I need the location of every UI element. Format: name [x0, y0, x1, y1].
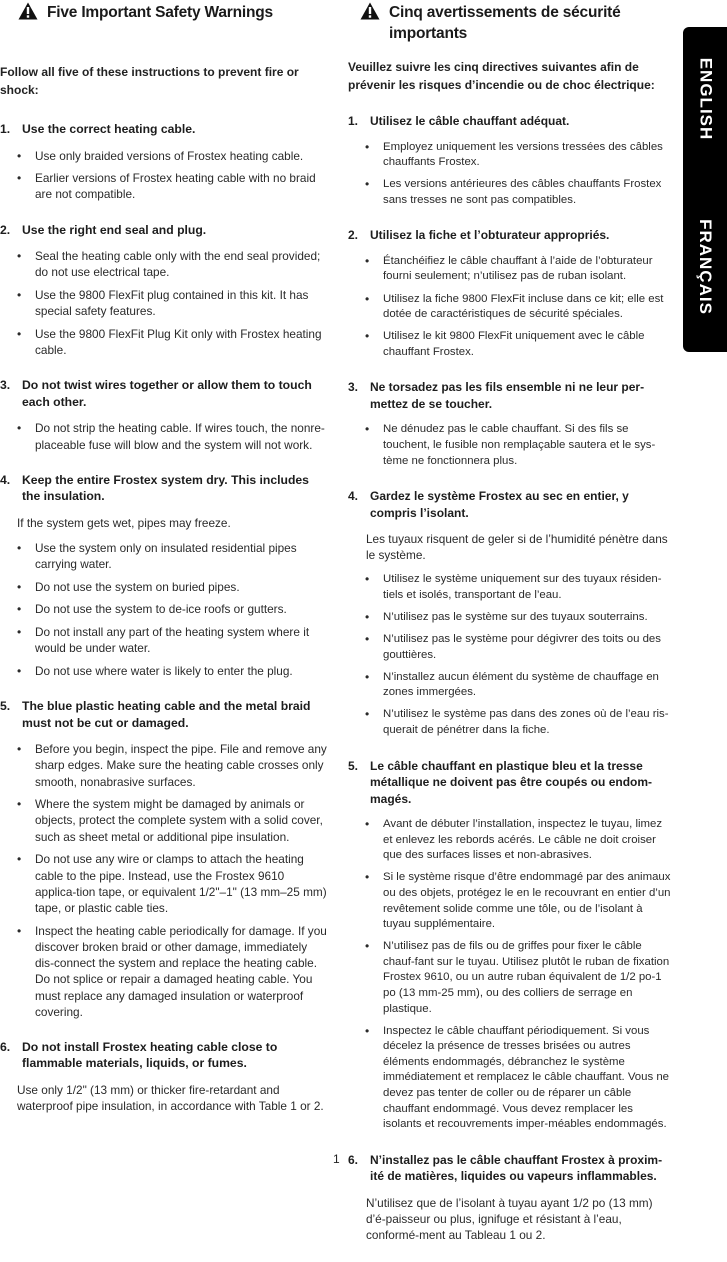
tab-english-label: ENGLISH: [696, 57, 715, 141]
section-number: 6.: [0, 1039, 11, 1054]
section-heading-text: Use the right end seal and plug.: [22, 222, 207, 237]
english-sections: [0, 121, 327, 1133]
english-title: Five Important Safety Warnings: [47, 4, 273, 21]
section-heading-text: Do not twist wires together or allow them to touch each other.: [22, 378, 312, 409]
bullet-item: • Where the system might be damaged by animals or objects, protect the complete system with a solid cover, such as sheet metal or additional pipe insulation.: [17, 796, 327, 845]
bullet-item: • Do not use the system on buried pipes.: [17, 579, 327, 595]
bullet-item: • Utilisez le kit 9800 FlexFit uniquement avec le câble chauffant Frostex.: [365, 329, 673, 360]
section-heading: [0, 222, 327, 239]
section-number: 5.: [0, 699, 11, 714]
section-heading-text: Utilisez le câble chauffant adéquat.: [370, 114, 570, 128]
bullet-item: • Do not use the system to de-ice roofs or gutters.: [17, 601, 327, 617]
bullet-item: • Use only braided versions of Frostex heating cable.: [17, 148, 327, 164]
section-heading-text: Do not install Frostex heating cable close to flammable materials, liquids, or fumes.: [22, 1039, 278, 1071]
bullet-item: • Do not use any wire or clamps to attach the heating cable to the pipe. Instead, use the Frostex 9610 applica-tion tape, or equivalent 1/2"–1" (13 mm–25 mm) tape, or plastic cable ties.: [17, 851, 327, 916]
english-title-row: [18, 2, 273, 23]
bullet-list: [365, 422, 673, 469]
english-intro: Follow all five of these instructions to prevent fire or shock:: [0, 65, 299, 97]
bullet-item: • Use the 9800 FlexFit plug contained in this kit. It has special safety features.: [17, 287, 327, 319]
warning-section: [348, 113, 673, 208]
section-heading-text: Use the correct heating cable.: [22, 122, 196, 136]
bullet-item: • Avant de débuter l’installation, inspectez le tuyau, limez et enlevez les rebords acérés. Le câble ne doit croiser que des surfaces lisses et non-abrasives.: [365, 817, 673, 864]
section-heading: [348, 758, 673, 808]
bullet-item: • Use the 9800 FlexFit Plug Kit only with Frostex heating cable.: [17, 326, 327, 358]
warning-section: [348, 758, 673, 1133]
section-heading: [348, 113, 673, 130]
bullet-list: [17, 741, 327, 1020]
warning-section: [0, 698, 327, 1020]
french-title-row: [360, 2, 639, 44]
warning-section: [0, 222, 327, 359]
bullet-item: • Before you begin, inspect the pipe. File and remove any sharp edges. Make sure the heating cable crosses only smooth, nonabrasive surfaces.: [17, 741, 327, 790]
section-heading: [348, 379, 673, 412]
warning-section: [0, 121, 327, 203]
bullet-item: • Utilisez la fiche 9800 FlexFit incluse dans ce kit; elle est dotée de caractéristiques de sécurité spéciales.: [365, 292, 673, 323]
bullet-item: • Do not use where water is likely to enter the plug.: [17, 663, 327, 679]
section-heading: [348, 488, 673, 521]
bullet-list: [17, 148, 327, 203]
section-heading: [0, 121, 327, 138]
warning-icon: [360, 2, 380, 20]
warning-icon: [18, 2, 38, 20]
bullet-item: • N’utilisez le système pas dans des zones où de l’eau ris-querait de pénétrer dans la fiche.: [365, 707, 673, 738]
section-heading-text: Keep the entire Frostex system dry. This includes the insulation.: [22, 472, 309, 504]
warning-section: [0, 1039, 327, 1114]
section-heading: [348, 227, 673, 244]
section-number: 4.: [0, 472, 11, 487]
bullet-list: [365, 572, 673, 738]
bullet-list: [17, 540, 327, 679]
section-heading-text: Gardez le système Frostex au sec en entier, y compris l’isolant.: [370, 489, 629, 520]
section-number: 1.: [348, 114, 359, 128]
section-number: 1.: [0, 122, 11, 136]
french-title: Cinq avertissements de sécurité importants: [389, 4, 621, 42]
bullet-item: • Les versions antérieures des câbles chauffants Frostex sans tresses ne sont pas compatibles.: [365, 177, 673, 208]
bullet-item: • N’utilisez pas le système pour dégivrer des toits ou des gouttières.: [365, 632, 673, 663]
section-number: 2.: [348, 228, 359, 243]
bullet-list: [365, 817, 673, 1133]
section-heading-text: N’installez pas le câble chauffant Frostex à proxim-ité de matières, liquides ou vapeurs inflammables.: [370, 1152, 663, 1184]
page-number: 1: [333, 1152, 340, 1166]
warning-section: [0, 377, 327, 452]
bullet-item: • Étanchéifiez le câble chauffant à l’aide de l’obturateur fourni seulement; n’utilisez pas de ruban isolant.: [365, 254, 673, 285]
section-heading: [0, 377, 327, 410]
bullet-list: [365, 140, 673, 209]
warning-section: [348, 227, 673, 360]
warning-section: [0, 472, 327, 679]
section-number: 6.: [348, 1152, 359, 1167]
bullet-list: [17, 248, 327, 358]
bullet-item: • N’utilisez pas le système sur des tuyaux souterrains.: [365, 610, 673, 626]
section-note: If the system gets wet, pipes may freeze.: [17, 515, 231, 530]
bullet-list: [17, 420, 327, 452]
section-heading: [0, 472, 327, 505]
bullet-item: • Earlier versions of Frostex heating cable with no braid are not compatible.: [17, 170, 327, 202]
section-heading-text: The blue plastic heating cable and the metal braid must not be cut or damaged.: [22, 699, 311, 730]
bullet-item: • Seal the heating cable only with the end seal provided; do not use electrical tape.: [17, 248, 327, 280]
bullet-list: [365, 254, 673, 361]
bullet-item: • N’installez aucun élément du système de chauffage en zones immergées.: [365, 670, 673, 701]
warning-section: [348, 488, 673, 738]
section-heading-text: Le câble chauffant en plastique bleu et la tresse métallique ne doivent pas être coupés ou endom-magés.: [370, 758, 653, 806]
section-heading-text: Ne torsadez pas les fils ensemble ni ne leur per-mettez de se toucher.: [370, 380, 645, 411]
bullet-item: • Ne dénudez pas le cable chauffant. Si des fils se touchent, le fusible non remplaçable sautera et le sys-tème ne fonctionnera plus.: [365, 422, 673, 469]
tab-french[interactable]: [683, 207, 727, 327]
bullet-item: • Do not strip the heating cable. If wires touch, the nonre-placeable fuse will blow and the system will not work.: [17, 420, 327, 452]
section-number: 3.: [0, 378, 11, 393]
french-sections: [348, 113, 673, 1262]
tab-french-label: FRANÇAIS: [696, 219, 715, 315]
section-number: 3.: [348, 380, 359, 395]
section-heading: [0, 698, 327, 731]
bullet-item: • Inspectez le câble chauffant périodiquement. Si vous décelez la présence de tresses brisées ou autres éléments endommagés, débranchez le système immédiatement et remplacez le câble chauffant. Vous ne devez pas tenter de coller ou de réparer un câble chauffant endommagé. Vous devez remplacer les isolants et recouvrements imper-méables endommagés.: [365, 1024, 673, 1133]
section-heading-text: Utilisez la fiche et l’obturateur appropriés.: [370, 228, 610, 243]
section-heading: [0, 1039, 327, 1072]
bullet-item: • N’utilisez pas de fils ou de griffes pour fixer le câble chauf-fant sur le tuyau. Utilisez plutôt le ruban de fixation Frostex 9610, ou un autre ruban équivalent de 1/2 po-1 po (13 mm-25 mm), ou des colliers de serrage en plastique.: [365, 939, 673, 1017]
section-heading: [348, 1152, 673, 1185]
tab-english[interactable]: [683, 49, 727, 149]
bullet-item: • Employez uniquement les versions tressées des câbles chauffants Frostex.: [365, 140, 673, 171]
bullet-item: • Use the system only on insulated residential pipes carrying water.: [17, 540, 327, 572]
bullet-item: • Do not install any part of the heating system where it would be under water.: [17, 624, 327, 656]
warning-section: [348, 1152, 673, 1243]
warning-section: [348, 379, 673, 469]
language-tab: [683, 27, 727, 352]
bullet-item: • Utilisez le système uniquement sur des tuyaux résiden-tiels et isolés, transportant de l’eau.: [365, 572, 673, 603]
french-intro: Veuillez suivre les cinq directives suivantes afin de prévenir les risques d’incendie ou de choc électrique:: [348, 60, 655, 92]
section-note: Use only 1/2" (13 mm) or thicker fire-retardant and waterproof pipe insulation, in accordance with Table 1 or 2.: [17, 1082, 324, 1113]
section-number: 4.: [348, 489, 359, 504]
bullet-item: • Si le système risque d’être endommagé par des animaux ou des objets, protégez le en le recouvrant en entier d’un revêtement solide comme une tôle, ou de l’isolant à tuyau supplémentaire.: [365, 870, 673, 932]
bullet-item: • Inspect the heating cable periodically for damage. If you discover broken braid or other damage, immediately dis-connect the system and replace the heating cable. Do not splice or repair a damaged heating cable. You must replace any damaged insulation or waterproof covering.: [17, 923, 327, 1020]
section-note: N’utilisez que de l’isolant à tuyau ayant 1/2 po (13 mm) d’é-paisseur ou plus, ignifuge et résistant à l’eau, conformé-ment au Tableau 1 ou 2.: [366, 1195, 653, 1242]
section-number: 2.: [0, 222, 11, 237]
section-number: 5.: [348, 758, 359, 773]
section-note: Les tuyaux risquent de geler si de l’humidité pénètre dans le système.: [366, 532, 668, 563]
